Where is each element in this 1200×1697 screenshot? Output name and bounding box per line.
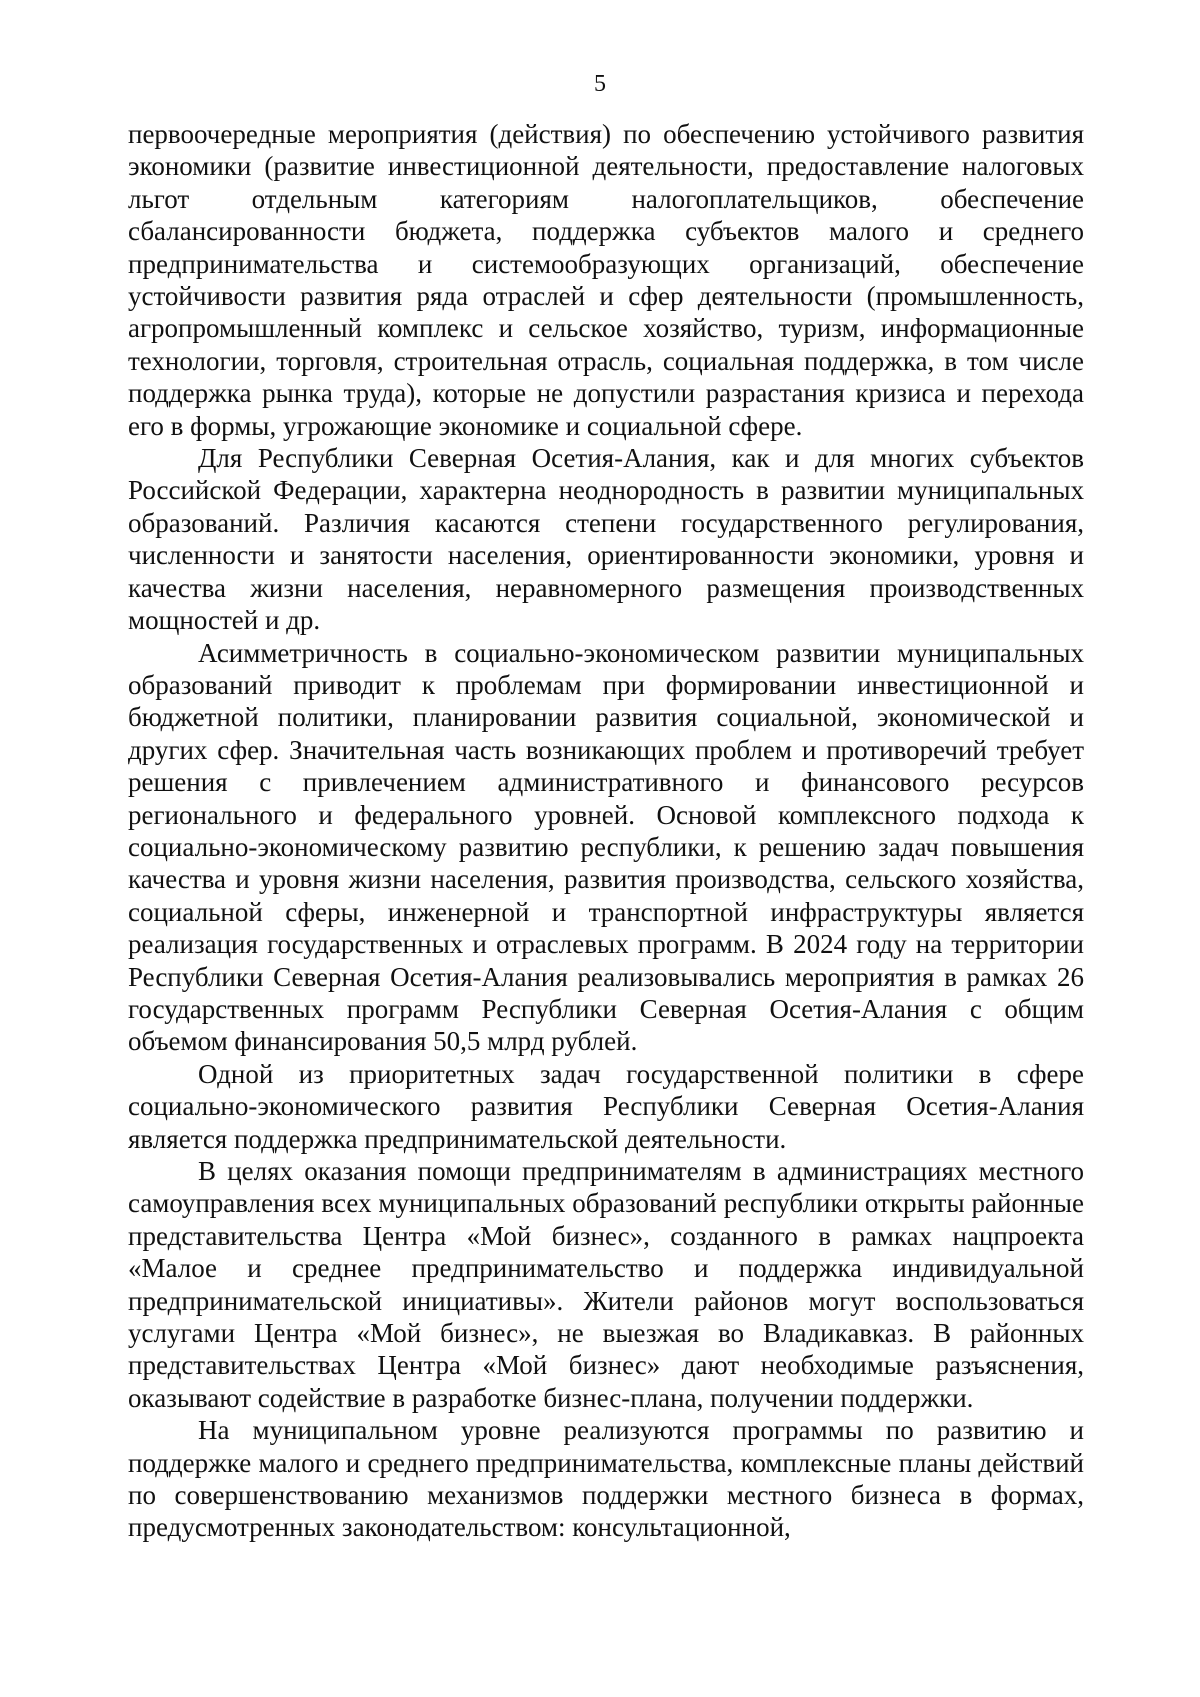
document-body — [128, 118, 1084, 1544]
paragraph-asymmetry-programs: Асимметричность в социально-экономическом развитии муниципальных образований приводит к проблемам при формировании инвестиционной и бюджетной политики, планировании развития социальной, экономической и других сфер. Значительная часть возникающих проблем и противоречий требует решения с привлечением административного и финансового ресурсов регионального и федерального уровней. Основой комплексного подхода к социально-экономическому развитию республики, к решению задач повышения качества и уровня жизни населения, развития производства, сельского хозяйства, социальной сферы, инженерной и транспортной инфраструктуры является реализация государственных и отраслевых программ. В 2024 году на территории Республики Северная Осетия-Алания реализовывались мероприятия в рамках 26 государственных программ Республики Северная Осетия-Алания с общим объемом финансирования 50,5 млрд рублей. — [128, 637, 1084, 1057]
paragraph-continuation: первоочередные мероприятия (действия) по обеспечению устойчивого развития экономики (развитие инвестиционной деятельности, предоставление налоговых льгот отдельным категориям налогоплательщиков, обеспечение сбалансированности бюджета, поддержка субъектов малого и среднего предпринимательства и системообразующих организаций, обеспечение устойчивости развития ряда отраслей и сфер деятельности (промышленность, агропромышленный комплекс и сельское хозяйство, туризм, информационные технологии, торговля, строительная отрасль, социальная поддержка, в том числе поддержка рынка труда), которые не допустили разрастания кризиса и перехода его в формы, угрожающие экономике и социальной сфере. — [128, 119, 1084, 441]
paragraph-municipal-heterogeneity: Для Республики Северная Осетия-Алания, как и для многих субъектов Российской Федерации, характерна неоднородность в развитии муниципальных образований. Различия касаются степени государственного регулирования, численности и занятости населения, ориентированности экономики, уровня и качества жизни населения, неравномерного размещения производственных мощностей и др. — [128, 443, 1084, 636]
paragraph-business-support-priority: Одной из приоритетных задач государственной политики в сфере социально-экономического развития Республики Северная Осетия-Алания является поддержка предпринимательской деятельности. — [128, 1058, 1084, 1154]
page-number: 5 — [594, 71, 606, 97]
paragraph-my-business-centers: В целях оказания помощи предпринимателям в администрациях местного самоуправления всех муниципальных образований республики открыты районные представительства Центра «Мой бизнес», созданного в рамках нацпроекта «Малое и среднее предпринимательство и поддержка индивидуальной предпринимательской инициативы». Жители районов могут воспользоваться услугами Центра «Мой бизнес», не выезжая во Владикавказ. В районных представительствах Центра «Мой бизнес» дают необходимые разъяснения, оказывают содействие в разработке бизнес-плана, получении поддержки. — [128, 1156, 1084, 1413]
paragraph-municipal-programs: На муниципальном уровне реализуются программы по развитию и поддержке малого и среднего предпринимательства, комплексные планы действий по совершенствованию механизмов поддержки местного бизнеса в формах, предусмотренных законодательством: консультационной, — [128, 1415, 1084, 1543]
